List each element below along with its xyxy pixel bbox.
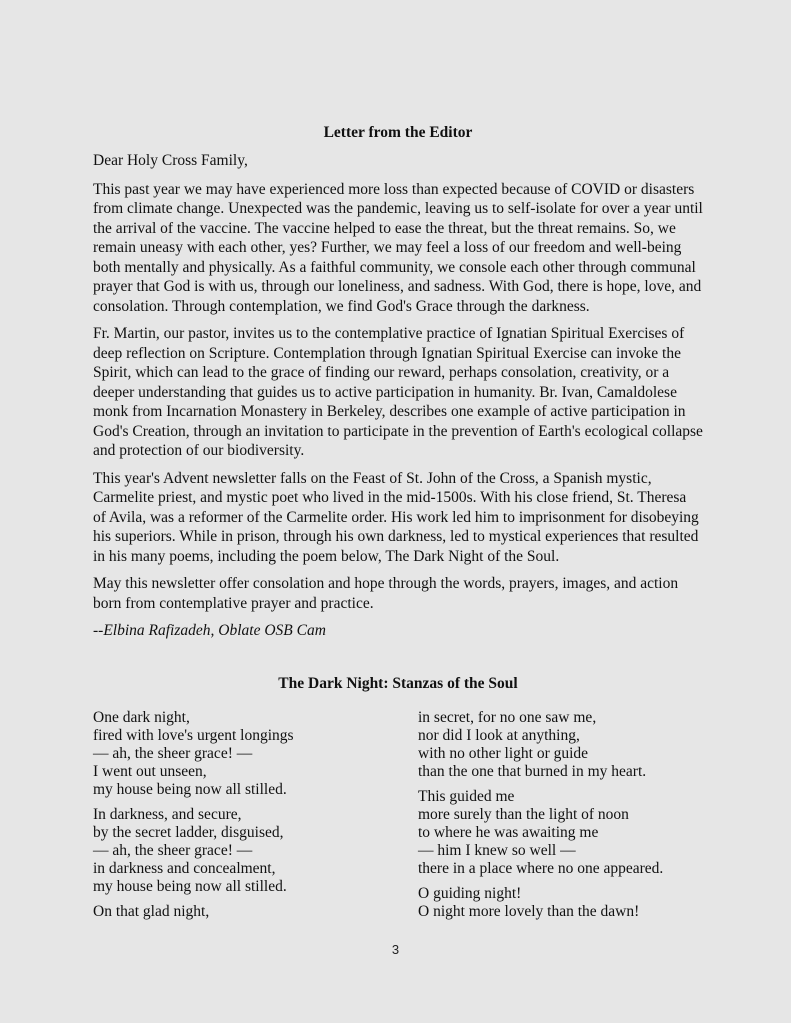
poem-line: fired with love's urgent longings: [93, 727, 294, 744]
poem-line: In darkness, and secure,: [93, 806, 242, 823]
letter-paragraph-4: May this newsletter offer consolation and hope through the words, prayers, images, and action born from contemplative prayer and practice.: [93, 575, 679, 612]
signature-name: Elbina Rafizadeh, Oblate OSB Cam: [103, 622, 326, 639]
poem-line: O guiding night!: [418, 885, 522, 902]
letter-title: Letter from the Editor: [323, 124, 473, 141]
poem-title: The Dark Night: Stanzas of the Soul: [278, 675, 518, 692]
poem-column-left: [93, 709, 418, 928]
poem-line: This guided me: [418, 788, 515, 805]
poem-stanza: [93, 806, 418, 896]
page-number: 3: [391, 942, 400, 957]
poem-line: — him I knew so well —: [418, 842, 576, 859]
poem-stanza: [418, 885, 703, 921]
poem-line: O night more lovely than the dawn!: [418, 903, 640, 920]
poem-column-right: [418, 709, 703, 928]
poem-line: than the one that burned in my heart.: [418, 763, 647, 780]
poem-stanza: [418, 709, 703, 781]
poem-stanza: [418, 788, 703, 878]
poem-line: in darkness and concealment,: [93, 860, 276, 877]
poem-line: — ah, the sheer grace! —: [93, 842, 253, 859]
poem-line: I went out unseen,: [93, 763, 207, 780]
poem-line: to where he was awaiting me: [418, 824, 599, 841]
letter-section: [93, 124, 703, 641]
poem-line: there in a place where no one appeared.: [418, 860, 664, 877]
poem-line: my house being now all stilled.: [93, 878, 287, 895]
poem-line: One dark night,: [93, 709, 190, 726]
signature-dash: --: [93, 622, 104, 639]
poem-stanza: [93, 903, 418, 921]
letter-paragraph-2: Fr. Martin, our pastor, invites us to the contemplative practice of Ignatian Spiritual Exercises of deep reflection on Scripture. Contemplation through Ignatian Spiritual Exercise can invoke the Spirit, which can lead to the grace of finding our reward, perhaps consolation, creativity, or a deeper understanding that guides us to active participation in humanity. Br. Ivan, Camaldolese monk from Incarnation Monastery in Berkeley, describes one example of active participation in God's Creation, through an invitation to participate in the prevention of Earth's ecological collapse and protection of our biodiversity.: [93, 325, 703, 459]
poem-line: by the secret ladder, disguised,: [93, 824, 284, 841]
letter-paragraph-1: This past year we may have experienced more loss than expected because of COVID or disasters from climate change. Unexpected was the pandemic, leaving us to self-isolate for over a year until the arrival of the vaccine. The vaccine helped to ease the threat, but the threat remains. So, we remain uneasy with each other, yes? Further, we may feel a loss of our freedom and well-being both mentally and physically. As a faithful community, we console each other through communal prayer that God is with us, through our loneliness, and sadness. With God, there is hope, love, and consolation. Through contemplation, we find God's Grace through the darkness.: [93, 180, 703, 315]
poem-stanza: [93, 709, 418, 799]
poem-line: On that glad night,: [93, 903, 210, 920]
salutation: Dear Holy Cross Family,: [93, 152, 248, 169]
poem-line: nor did I look at anything,: [418, 727, 580, 744]
poem-line: my house being now all stilled.: [93, 781, 287, 798]
poem: [93, 709, 703, 928]
poem-line: — ah, the sheer grace! —: [93, 745, 253, 762]
poem-line: more surely than the light of noon: [418, 806, 629, 823]
signature: [93, 621, 703, 641]
poem-line: with no other light or guide: [418, 745, 589, 762]
letter-paragraph-3: This year's Advent newsletter falls on the Feast of St. John of the Cross, a Spanish mystic, Carmelite priest, and mystic poet who lived in the mid-1500s. With his close friend, St. Theresa of Avila, was a reformer of the Carmelite order. His work led him to imprisonment for disobeying his superiors. While in prison, through his own darkness, led to mystical experiences that resulted in his many poems, including the poem below, The Dark Night of the Soul.: [93, 469, 699, 565]
poem-line: in secret, for no one saw me,: [418, 709, 597, 726]
